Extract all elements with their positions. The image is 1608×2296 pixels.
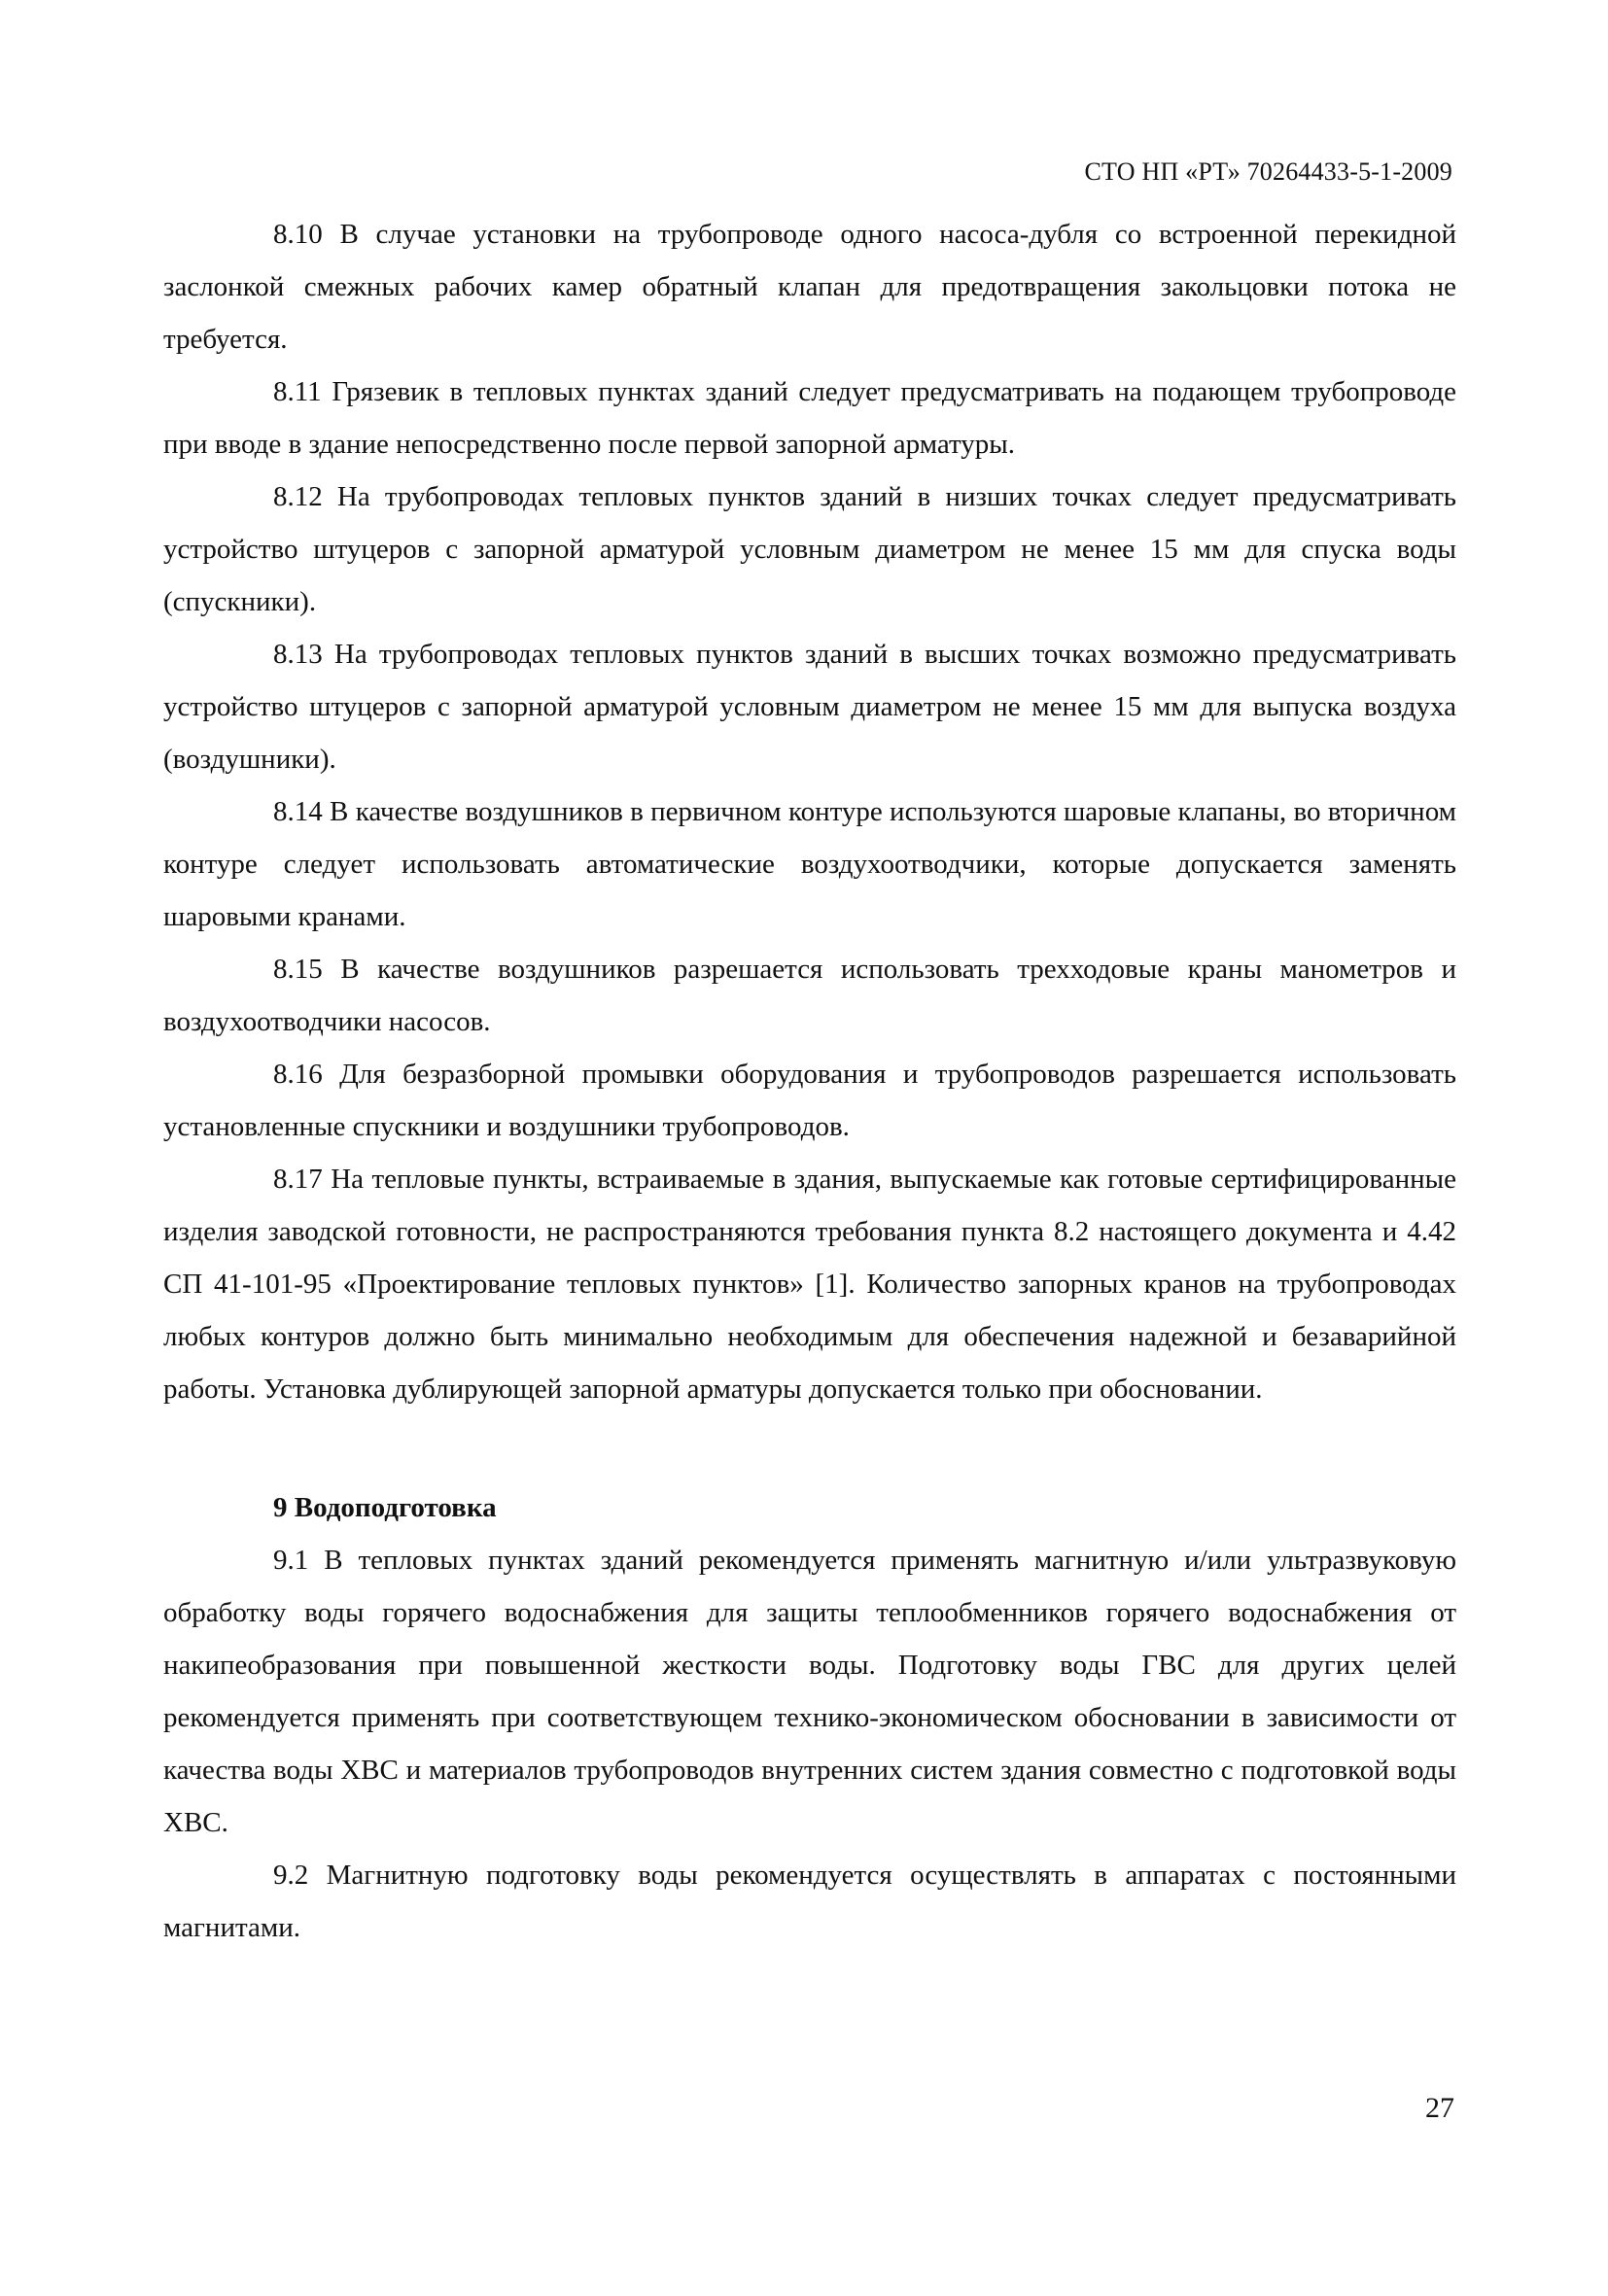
- paragraph-8-11: 8.11 Грязевик в тепловых пунктах зданий следует предусматривать на подающем трубопроводе при вводе в здание непосредственно после первой запорной арматуры.: [163, 376, 1456, 460]
- paragraph-8-16: 8.16 Для безразборной промывки оборудования и трубопроводов разрешается использовать установленные спускники и воздушники трубопроводов.: [163, 1059, 1456, 1142]
- paragraph-8-13: 8.13 На трубопроводах тепловых пунктов зданий в высших точках возможно предусматривать устройство штуцеров с запорной арматурой условным диаметром не менее 15 мм для выпуска воздуха (воздушники).: [163, 639, 1456, 775]
- document-code-header: СТО НП «РТ» 70264433-5-1-2009: [1084, 157, 1452, 186]
- paragraph-8-14: 8.14 В качестве воздушников в первичном контуре используются шаровые клапаны, во вторичном контуре следует использовать автоматические воздухоотводчики, которые допускается заменять шаровыми кранами.: [163, 796, 1456, 932]
- page-number: 27: [1425, 2092, 1454, 2124]
- paragraph-8-12: 8.12 На трубопроводах тепловых пунктов зданий в низших точках следует предусматривать устройство штуцеров с запорной арматурой условным диаметром не менее 15 мм для спуска воды (спускники).: [163, 481, 1456, 617]
- paragraph-8-10: 8.10 В случае установки на трубопроводе одного насоса-дубля со встроенной перекидной заслонкой смежных рабочих камер обратный клапан для предотвращения закольцовки потока не требуется.: [163, 219, 1456, 355]
- paragraph-9-1: 9.1 В тепловых пунктах зданий рекомендуется применять магнитную и/или ультразвуковую обработку воды горячего водоснабжения для защиты теплообменников горячего водоснабжения от накипеобразования при повышенной жесткости воды. Подготовку воды ГВС для других целей рекомендуется применять при соответствующем технико-экономическом обосновании в зависимости от качества воды ХВС и материалов трубопроводов внутренних систем здания совместно с подготовкой воды ХВС.: [163, 1545, 1456, 1838]
- page-content: [163, 208, 1456, 1954]
- paragraph-8-15: 8.15 В качестве воздушников разрешается использовать трехходовые краны манометров и воздухоотводчики насосов.: [163, 954, 1456, 1037]
- paragraph-9-2: 9.2 Магнитную подготовку воды рекомендуется осуществлять в аппаратах с постоянными магнитами.: [163, 1860, 1456, 1943]
- section-9-heading: 9 Водоподготовка: [273, 1492, 497, 1523]
- paragraph-8-17: 8.17 На тепловые пункты, встраиваемые в здания, выпускаемые как готовые сертифицированные изделия заводской готовности, не распространяются требования пункта 8.2 настоящего документа и 4.42 СП 41-101-95 «Проектирование тепловых пунктов» [1]. Количество запорных кранов на трубопроводах любых контуров должно быть минимально необходимым для обеспечения надежной и безаварийной работы. Установка дублирующей запорной арматуры допускается только при обосновании.: [163, 1164, 1456, 1405]
